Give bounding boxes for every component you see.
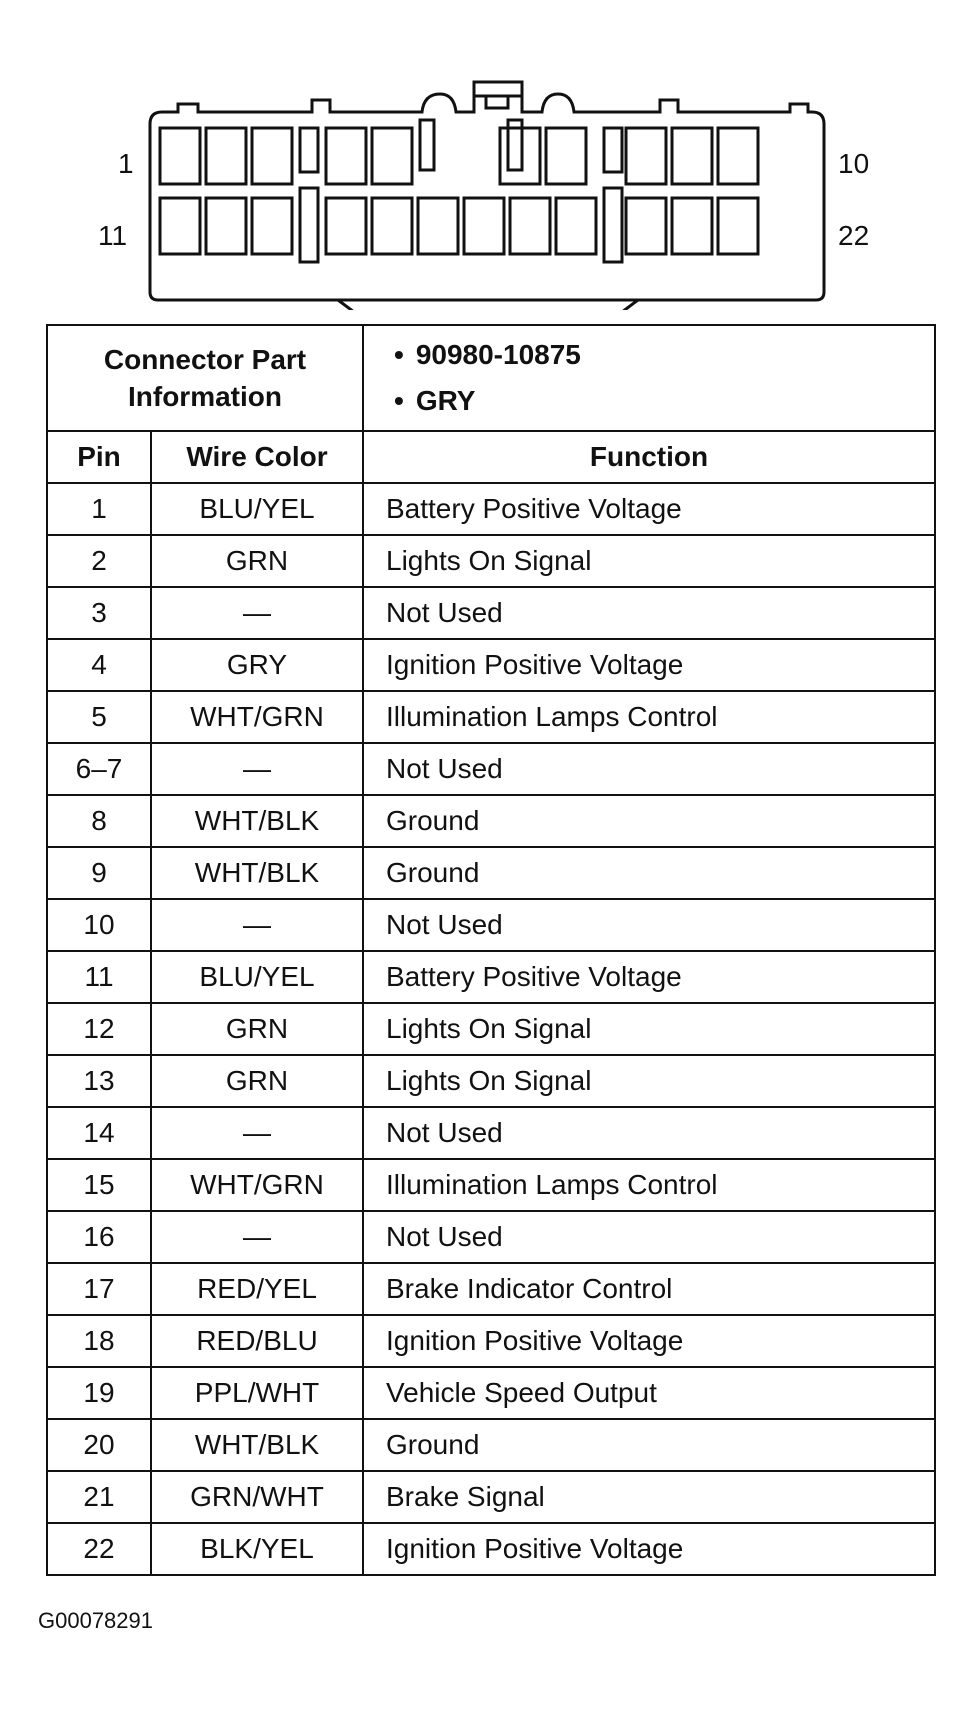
table-row [47,691,935,743]
cavity-top-2 [206,128,246,184]
connector-latch-slot [486,96,508,108]
pinout-table [46,324,936,1576]
table-row [47,951,935,1003]
header-function: Function [363,431,935,483]
wire-color-cell: RED/YEL [151,1263,363,1315]
pin-cell: 6–7 [47,743,151,795]
cavity-bottom-20 [626,198,666,254]
cavity-bottom-13 [252,198,292,254]
function-cell: Not Used [363,587,935,639]
table-row [47,899,935,951]
table-row [47,743,935,795]
function-cell: Not Used [363,899,935,951]
table-row [47,847,935,899]
pin-label-22: 22 [838,220,870,251]
wire-color-cell: WHT/BLK [151,795,363,847]
function-cell: Vehicle Speed Output [363,1367,935,1419]
connector-diagram [0,0,970,310]
function-cell: Brake Signal [363,1471,935,1523]
function-cell: Lights On Signal [363,535,935,587]
cavity-bottom-18 [510,198,550,254]
function-cell: Battery Positive Voltage [363,951,935,1003]
cavity-bottom-15 [372,198,412,254]
header-wire-color: Wire Color [151,431,363,483]
cavity-bottom-12 [206,198,246,254]
table-row [47,1315,935,1367]
table-row [47,795,935,847]
header-pin: Pin [47,431,151,483]
wire-color-cell: GRN/WHT [151,1471,363,1523]
connector-housing [150,82,824,300]
wire-color-cell: — [151,587,363,639]
function-cell: Ignition Positive Voltage [363,639,935,691]
table-row [47,1003,935,1055]
wire-color-cell: PPL/WHT [151,1367,363,1419]
key-rib [300,188,318,262]
cavity-bottom-19 [556,198,596,254]
table-header-row [47,431,935,483]
pin-cell: 10 [47,899,151,951]
pin-cell: 14 [47,1107,151,1159]
wire-color-cell: GRN [151,1055,363,1107]
table-row [47,1107,935,1159]
cavity-top-4 [326,128,366,184]
cavity-bottom-21 [672,198,712,254]
cavity-top-6 [500,128,540,184]
cavity-top-10 [718,128,758,184]
function-cell: Lights On Signal [363,1003,935,1055]
pin-cell: 2 [47,535,151,587]
wire-color-cell: GRN [151,535,363,587]
cavity-top-1 [160,128,200,184]
function-cell: Not Used [363,1107,935,1159]
function-cell: Ground [363,795,935,847]
table-row [47,1055,935,1107]
table-row [47,1471,935,1523]
part-number: • 90980-10875 [394,332,934,378]
cavity-top-3 [252,128,292,184]
connector-latch [474,96,522,112]
wire-color-cell: BLU/YEL [151,951,363,1003]
table-row [47,639,935,691]
function-cell: Not Used [363,743,935,795]
pin-cell: 15 [47,1159,151,1211]
cavity-bottom-17 [464,198,504,254]
pin-label-11: 11 [98,220,128,251]
table-body [47,483,935,1575]
key-rib [604,128,622,172]
cavity-top-9 [672,128,712,184]
function-cell: Not Used [363,1211,935,1263]
wire-color-cell: — [151,743,363,795]
cavity-bottom-11 [160,198,200,254]
connector-info-row [47,325,935,431]
table-row [47,1159,935,1211]
pin-cell: 13 [47,1055,151,1107]
wire-color-cell: — [151,1107,363,1159]
pin-cell: 19 [47,1367,151,1419]
wire-color-cell: WHT/GRN [151,691,363,743]
table-row [47,1367,935,1419]
wire-color-cell: WHT/BLK [151,847,363,899]
pin-cell: 4 [47,639,151,691]
table-row [47,1419,935,1471]
pin-cell: 9 [47,847,151,899]
wire-color-cell: BLU/YEL [151,483,363,535]
cavity-top-8 [626,128,666,184]
table-row [47,587,935,639]
wire-color-cell: GRY [151,639,363,691]
function-cell: Illumination Lamps Control [363,1159,935,1211]
pin-cell: 11 [47,951,151,1003]
cavity-top-7 [546,128,586,184]
wire-color-cell: — [151,899,363,951]
function-cell: Ignition Positive Voltage [363,1315,935,1367]
function-cell: Brake Indicator Control [363,1263,935,1315]
pin-cell: 16 [47,1211,151,1263]
cavity-bottom-16 [418,198,458,254]
cavity-top-5 [372,128,412,184]
table-row [47,1523,935,1575]
wire-color-cell: BLK/YEL [151,1523,363,1575]
table-row [47,1263,935,1315]
wire-color-cell: WHT/BLK [151,1419,363,1471]
wire-color-cell: GRN [151,1003,363,1055]
key-rib [300,128,318,172]
function-cell: Ignition Positive Voltage [363,1523,935,1575]
figure-code: G00078291 [38,1608,153,1633]
table-row [47,535,935,587]
cavity-bottom-14 [326,198,366,254]
pin-cell: 3 [47,587,151,639]
connector-info-list [364,332,934,424]
pin-label-1: 1 [118,148,134,179]
key-rib [420,120,434,170]
pin-cell: 8 [47,795,151,847]
pin-cell: 22 [47,1523,151,1575]
table-row [47,1211,935,1263]
function-cell: Battery Positive Voltage [363,483,935,535]
wire-color-cell: — [151,1211,363,1263]
pin-cell: 12 [47,1003,151,1055]
function-cell: Lights On Signal [363,1055,935,1107]
connector-info-values [363,325,935,431]
pin-cell: 1 [47,483,151,535]
connector-info-title: Connector Part Information [47,325,363,431]
connector-color: • GRY [394,378,934,424]
pin-cell: 20 [47,1419,151,1471]
pin-cell: 21 [47,1471,151,1523]
wire-color-cell: RED/BLU [151,1315,363,1367]
pin-cell: 17 [47,1263,151,1315]
pin-cell: 18 [47,1315,151,1367]
function-cell: Ground [363,847,935,899]
pin-cell: 5 [47,691,151,743]
cavity-bottom-22 [718,198,758,254]
table-row [47,483,935,535]
function-cell: Illumination Lamps Control [363,691,935,743]
key-rib [604,188,622,262]
wire-color-cell: WHT/GRN [151,1159,363,1211]
function-cell: Ground [363,1419,935,1471]
pin-label-10: 10 [838,148,870,179]
